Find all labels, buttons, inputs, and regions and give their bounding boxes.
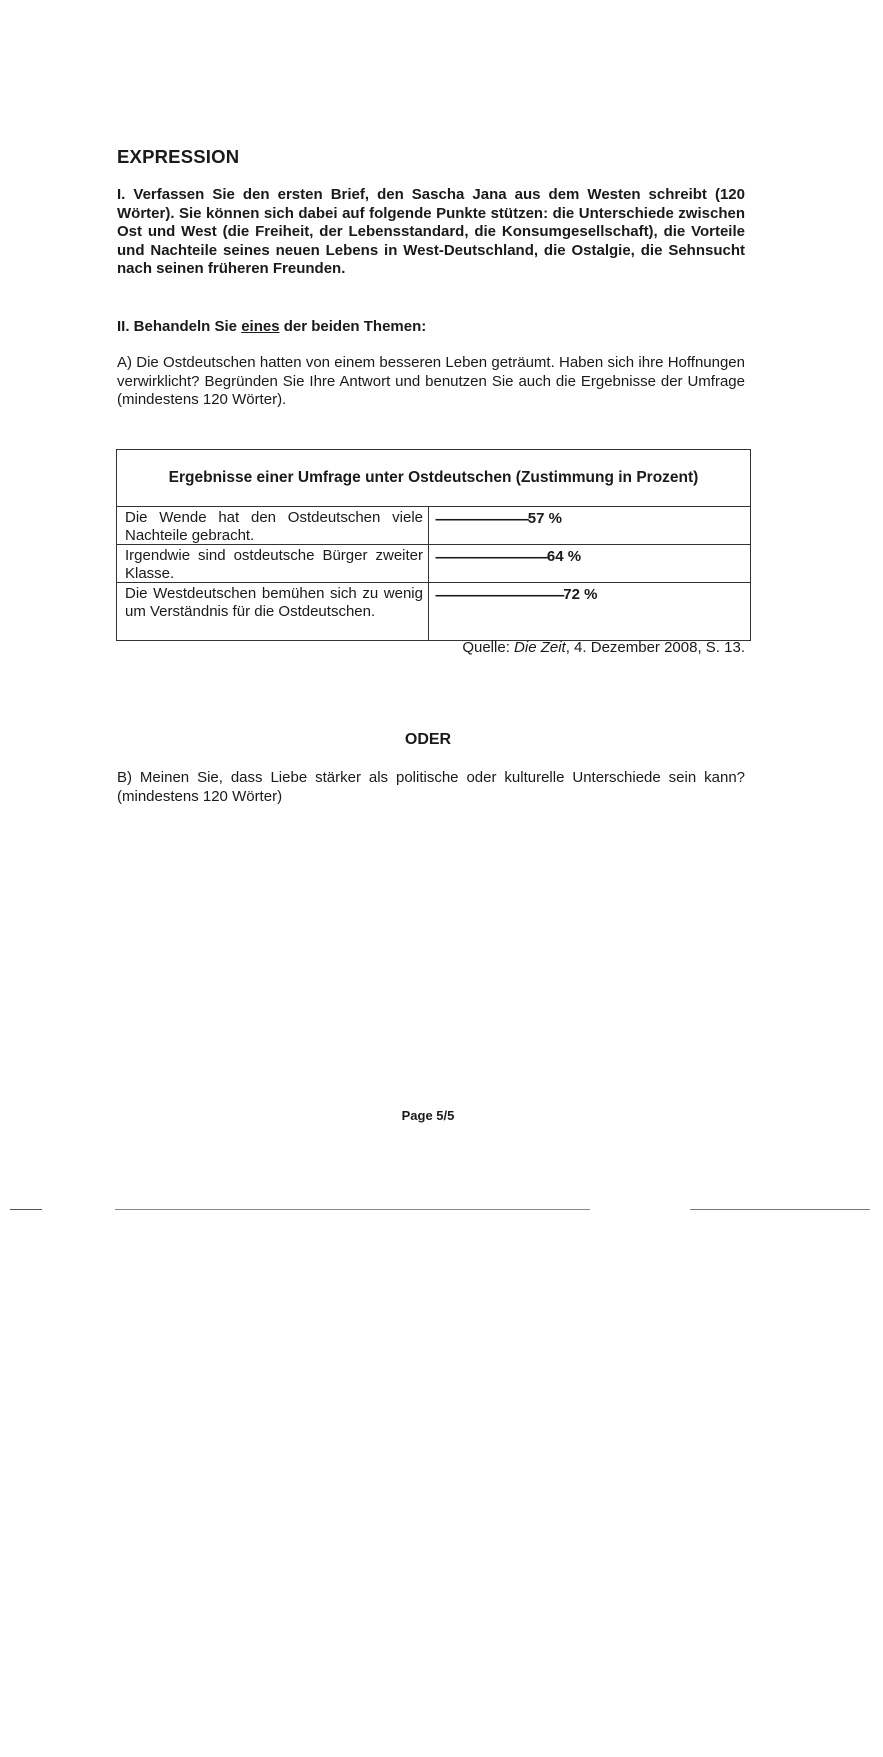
dash-leader: ----------------------------------	[435, 511, 528, 526]
source-suffix: , 4. Dezember 2008, S. 13.	[565, 639, 745, 656]
survey-title: Ergebnisse einer Umfrage unter Ostdeutschen (Zustimmung in Prozent)	[117, 450, 750, 507]
task-a-text: A) Die Ostdeutschen hatten von einem besseren Leben geträumt. Haben sich ihre Hoffnungen verwirklicht? Begründen Sie Ihre Antwort und benutzen Sie auch die Ergebnisse der Umfrage (mindestens 120 Wörter).	[117, 354, 745, 409]
statement-cell: Irgendwie sind ostdeutsche Bürger zweiter Klasse.	[125, 547, 423, 582]
table-row	[117, 583, 750, 640]
page-heading: EXPRESSION	[117, 146, 240, 167]
source-citation	[462, 639, 745, 656]
scan-artifact-line	[10, 1209, 42, 1210]
table-row	[117, 545, 750, 583]
oder-separator: ODER	[404, 731, 452, 748]
percent-value: 57 %	[527, 510, 562, 527]
task-2-underlined: eines	[241, 318, 280, 335]
task-2-before: II. Behandeln Sie	[117, 318, 242, 335]
statement-cell: Die Wende hat den Ostdeutschen viele Nachteile gebracht.	[125, 509, 423, 544]
dash-leader: -----------------------------------------	[435, 549, 547, 564]
task-1-text: I. Verfassen Sie den ersten Brief, den Sascha Jana aus dem Westen schreibt (120 Wörter). Sie können sich dabei auf folgende Punkte stützen: die Unterschiede zwischen Ost und West (die Freiheit, der Lebensstandard, die Konsumgesellschaft), die Vorteile und Nachteile seines neuen Lebens in West-Deutschland, die Ostalgie, die Sehnsucht nach seinen früheren Freunden.	[117, 186, 745, 278]
source-publication: Die Zeit	[514, 639, 566, 656]
percent-value: 72 %	[563, 586, 598, 603]
value-cell	[435, 548, 581, 566]
scan-artifact-line	[115, 1209, 590, 1210]
task-b-text: B) Meinen Sie, dass Liebe stärker als politische oder kulturelle Unterschiede sein kann? (mindestens 120 Wörter)	[117, 769, 745, 805]
value-cell	[435, 510, 562, 528]
survey-table	[116, 449, 751, 641]
task-2-after: der beiden Themen:	[279, 318, 427, 335]
page-number: Page 5/5	[401, 1108, 455, 1123]
statement-cell: Die Westdeutschen bemühen sich zu wenig um Verständnis für die Ostdeutschen.	[125, 585, 423, 620]
task-2-instruction	[117, 318, 426, 335]
source-prefix: Quelle:	[462, 639, 515, 656]
value-cell	[435, 586, 597, 604]
dash-leader: -----------------------------------------------	[435, 587, 564, 602]
scan-artifact-line	[690, 1209, 870, 1210]
percent-value: 64 %	[546, 548, 582, 565]
table-row	[117, 507, 750, 545]
